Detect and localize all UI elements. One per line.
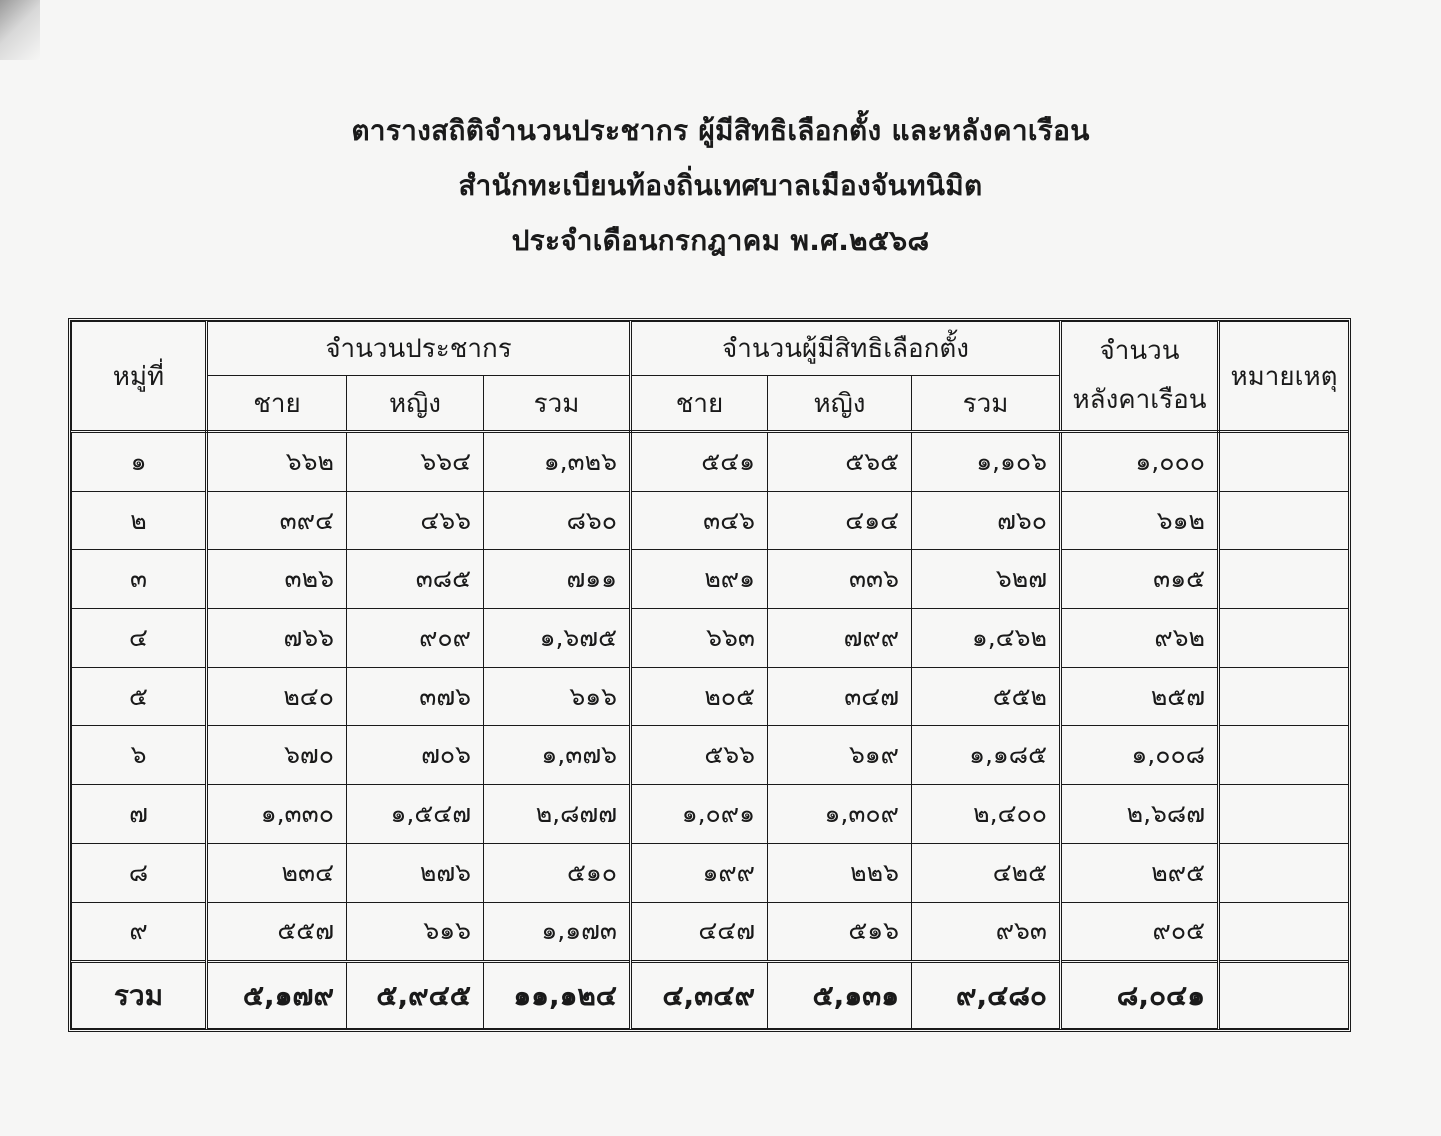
total-note: [1219, 962, 1349, 1029]
total-label: รวม: [72, 962, 207, 1029]
header-voters: จำนวนผู้มีสิทธิเลือกตั้ง: [631, 322, 1061, 376]
cell-note: [1219, 609, 1349, 668]
cell-vot-total: ๑,๑๐๖: [912, 432, 1061, 492]
cell-pop-total: ๑,๖๗๕: [484, 609, 631, 668]
header-vot-male: ชาย: [631, 376, 768, 432]
cell-pop-female: ๖๖๔: [347, 432, 484, 492]
header-pop-male: ชาย: [207, 376, 347, 432]
header-pop-female: หญิง: [347, 376, 484, 432]
title-line-2: สำนักทะเบียนท้องถิ่นเทศบาลเมืองจันทนิมิต: [458, 169, 983, 202]
header-remarks: หมายเหตุ: [1219, 322, 1349, 432]
cell-note: [1219, 667, 1349, 726]
cell-village: ๗: [72, 785, 207, 844]
cell-pop-total: ๑,๓๗๖: [484, 726, 631, 785]
cell-vot-male: ๑๙๙: [631, 843, 768, 902]
table-row: [72, 785, 1349, 844]
page-corner-shadow: [0, 0, 40, 60]
cell-households: ๑,๐๐๘: [1061, 726, 1219, 785]
cell-pop-female: ๙๐๙: [347, 609, 484, 668]
cell-note: [1219, 550, 1349, 609]
table-body: [72, 432, 1349, 1029]
cell-households: ๙๖๒: [1061, 609, 1219, 668]
cell-pop-male: ๓๒๖: [207, 550, 347, 609]
cell-vot-female: ๓๓๖: [768, 550, 912, 609]
cell-vot-male: ๕๔๑: [631, 432, 768, 492]
cell-pop-female: ๔๖๖: [347, 491, 484, 550]
header-vot-total: รวม: [912, 376, 1061, 432]
cell-note: [1219, 726, 1349, 785]
statistics-table-grid: [71, 321, 1349, 1029]
table-row: [72, 726, 1349, 785]
total-pop-total: ๑๑,๑๒๔: [484, 962, 631, 1029]
cell-vot-total: ๑,๔๖๒: [912, 609, 1061, 668]
cell-vot-male: ๕๖๖: [631, 726, 768, 785]
table-row: [72, 609, 1349, 668]
total-vot-male: ๔,๓๔๙: [631, 962, 768, 1029]
cell-village: ๖: [72, 726, 207, 785]
cell-households: ๙๐๕: [1061, 902, 1219, 962]
header-households-line1: จำนวน: [1099, 335, 1180, 366]
cell-vot-total: ๖๒๗: [912, 550, 1061, 609]
cell-vot-female: ๒๒๖: [768, 843, 912, 902]
header-households-line2: หลังคาเรือน: [1072, 385, 1207, 415]
cell-pop-male: ๒๓๔: [207, 843, 347, 902]
table-row: [72, 843, 1349, 902]
cell-pop-male: ๑,๓๓๐: [207, 785, 347, 844]
cell-pop-total: ๑,๓๒๖: [484, 432, 631, 492]
cell-vot-male: ๒๐๕: [631, 667, 768, 726]
cell-vot-male: ๔๔๗: [631, 902, 768, 962]
cell-village: ๑: [72, 432, 207, 492]
cell-note: [1219, 843, 1349, 902]
cell-households: ๑,๐๐๐: [1061, 432, 1219, 492]
cell-pop-total: ๘๖๐: [484, 491, 631, 550]
cell-note: [1219, 432, 1349, 492]
cell-pop-female: ๓๗๖: [347, 667, 484, 726]
cell-vot-female: ๓๔๗: [768, 667, 912, 726]
total-vot-total: ๙,๔๘๐: [912, 962, 1061, 1029]
cell-village: ๙: [72, 902, 207, 962]
cell-pop-female: ๖๑๖: [347, 902, 484, 962]
cell-note: [1219, 491, 1349, 550]
total-pop-female: ๕,๙๔๕: [347, 962, 484, 1029]
cell-vot-total: ๕๕๒: [912, 667, 1061, 726]
title-line-3: ประจำเดือนกรกฎาคม พ.ศ.๒๕๖๘: [511, 224, 930, 257]
statistics-table: [68, 318, 1351, 1032]
cell-vot-total: ๑,๑๘๕: [912, 726, 1061, 785]
cell-households: ๒,๖๘๗: [1061, 785, 1219, 844]
cell-pop-female: ๓๘๕: [347, 550, 484, 609]
cell-pop-male: ๒๔๐: [207, 667, 347, 726]
cell-vot-male: ๒๙๑: [631, 550, 768, 609]
cell-pop-male: ๖๖๒: [207, 432, 347, 492]
cell-pop-total: ๒,๘๗๗: [484, 785, 631, 844]
title-line-1: ตารางสถิติจำนวนประชากร ผู้มีสิทธิเลือกตั้ง และหลังคาเรือน: [351, 114, 1090, 147]
cell-pop-male: ๓๙๔: [207, 491, 347, 550]
cell-vot-total: ๗๖๐: [912, 491, 1061, 550]
header-vot-female: หญิง: [768, 376, 912, 432]
cell-vot-female: ๖๑๙: [768, 726, 912, 785]
cell-pop-female: ๑,๕๔๗: [347, 785, 484, 844]
cell-pop-total: ๗๑๑: [484, 550, 631, 609]
cell-pop-total: ๖๑๖: [484, 667, 631, 726]
cell-vot-total: ๔๒๕: [912, 843, 1061, 902]
cell-vot-female: ๑,๓๐๙: [768, 785, 912, 844]
cell-pop-total: ๑,๑๗๓: [484, 902, 631, 962]
table-row: [72, 432, 1349, 492]
cell-village: ๒: [72, 491, 207, 550]
cell-vot-male: ๑,๐๙๑: [631, 785, 768, 844]
cell-households: ๖๑๒: [1061, 491, 1219, 550]
totals-row: [72, 962, 1349, 1029]
total-pop-male: ๕,๑๗๙: [207, 962, 347, 1029]
cell-vot-total: ๒,๔๐๐: [912, 785, 1061, 844]
cell-pop-male: ๖๗๐: [207, 726, 347, 785]
cell-vot-total: ๙๖๓: [912, 902, 1061, 962]
cell-pop-total: ๕๑๐: [484, 843, 631, 902]
cell-village: ๔: [72, 609, 207, 668]
cell-vot-female: ๔๑๔: [768, 491, 912, 550]
table-row: [72, 491, 1349, 550]
cell-village: ๘: [72, 843, 207, 902]
cell-households: ๒๙๕: [1061, 843, 1219, 902]
cell-pop-male: ๗๖๖: [207, 609, 347, 668]
cell-pop-male: ๕๕๗: [207, 902, 347, 962]
cell-vot-female: ๗๙๙: [768, 609, 912, 668]
total-vot-female: ๕,๑๓๑: [768, 962, 912, 1029]
total-households: ๘,๐๔๑: [1061, 962, 1219, 1029]
header-population: จำนวนประชากร: [207, 322, 631, 376]
cell-village: ๕: [72, 667, 207, 726]
table-row: [72, 550, 1349, 609]
cell-pop-female: ๒๗๖: [347, 843, 484, 902]
cell-households: ๒๕๗: [1061, 667, 1219, 726]
cell-vot-female: ๕๑๖: [768, 902, 912, 962]
cell-households: ๓๑๕: [1061, 550, 1219, 609]
cell-vot-male: ๖๖๓: [631, 609, 768, 668]
document-title: [0, 108, 1441, 273]
cell-pop-female: ๗๐๖: [347, 726, 484, 785]
cell-village: ๓: [72, 550, 207, 609]
cell-note: [1219, 785, 1349, 844]
cell-vot-female: ๕๖๕: [768, 432, 912, 492]
cell-note: [1219, 902, 1349, 962]
header-village: หมู่ที่: [72, 322, 207, 432]
header-pop-total: รวม: [484, 376, 631, 432]
cell-vot-male: ๓๔๖: [631, 491, 768, 550]
table-row: [72, 902, 1349, 962]
table-row: [72, 667, 1349, 726]
header-households: [1061, 322, 1219, 432]
